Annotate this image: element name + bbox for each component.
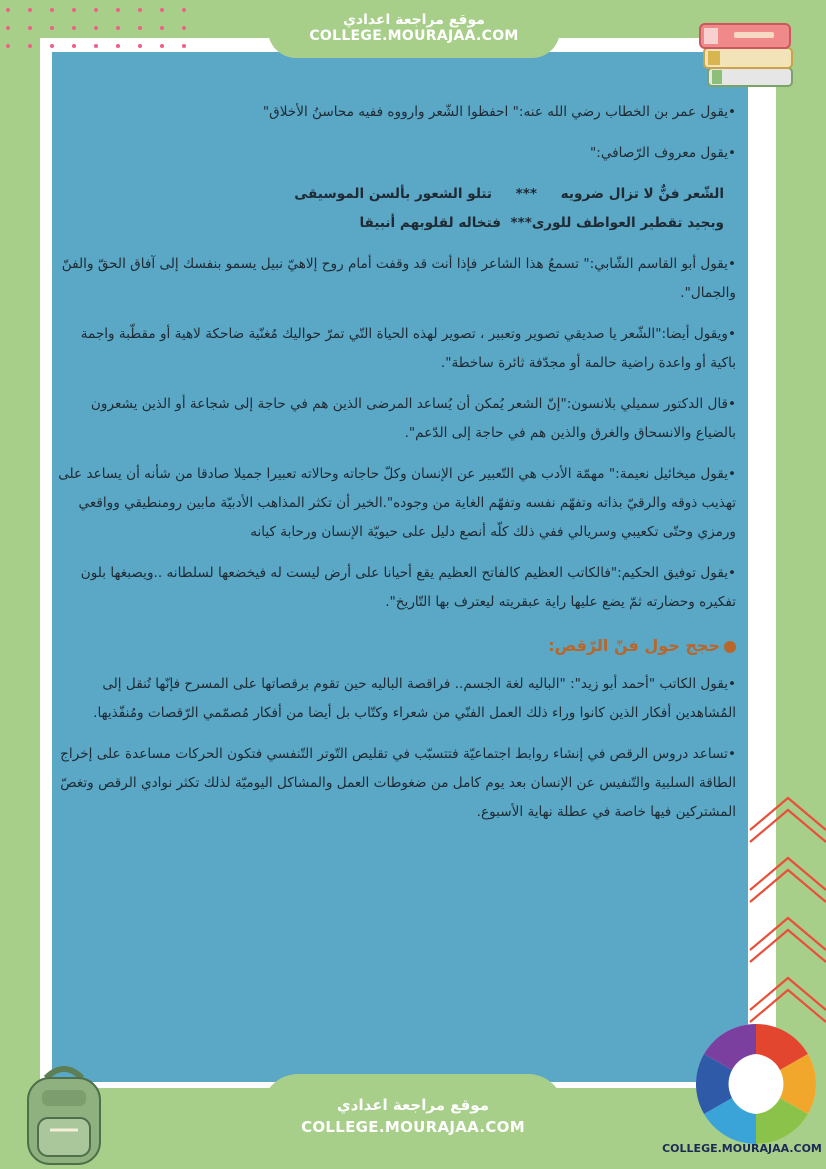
paragraph: •يقول الكاتب "أحمد أبو زيد": "الباليه لغة الجسم.. فراقصة الباليه حين تقوم برقصاتها على المسرح فإنّها تُنقل إلى المُشاهدين أفكار الذين كانوا وراء ذلك العمل الفنّي من شعراء وكتّاب بل أيضا من أفكار مُصمّمي الرّقصات ومُنفّذيها.	[93, 676, 736, 721]
section-heading	[56, 631, 736, 660]
backpack-icon	[14, 1060, 114, 1168]
paragraph: •يقول ميخائيل نعيمة:" مهمّة الأدب هي التّعبير عن الإنسان وكلّ حاجاته وحالاته تعبيرا جميلا صادقا من شأنه أن يساعد على تهذيب ذوقه والرقيّ بذاته وتفهّم نفسه وتفهّم الغاية من وجوده".الخير أن تكثر المذاهب الأدبيّة مابين رومنطيقي وواقعي ورمزي وحتّى تكعيبي وسريالي ففي ذلك كلّه أنصع دليل على حيويّة الإنسان ورحابة كيانه	[58, 466, 736, 540]
poem-verses	[56, 180, 736, 238]
paragraph: •يقول توفيق الحكيم:"فالكاتب العظيم كالفاتح العظيم يقع أحيانا على أرض ليست له فيخضعها لسلطانه ..ويصبغها بلون تفكيره وحضارته ثمّ يضع عليها راية عبقريته ليعترف بها التّاريخ".	[80, 565, 736, 610]
logo-url[interactable]: COLLEGE.MOURAJAA.COM	[662, 1142, 822, 1155]
books-stack-icon	[694, 10, 804, 96]
paragraph: •يقول عمر بن الخطاب رضي الله عنه:" احفظوا الشّعر وارووه ففيه محاسنُ الأخلاق"	[262, 104, 736, 120]
site-url[interactable]: COLLEGE.MOURAJAA.COM	[301, 1118, 525, 1136]
header-banner	[268, 4, 560, 58]
decorative-dots	[0, 0, 210, 60]
paragraph: •يقول معروف الرّصافي:"	[590, 145, 736, 161]
verse-line: وبجيد تقطير العواطف للورى*** فتخاله لقلوبهم أنبيقا	[359, 215, 724, 231]
footer-banner	[262, 1074, 564, 1169]
site-url[interactable]: COLLEGE.MOURAJAA.COM	[309, 28, 519, 44]
education-wheel-logo	[694, 1022, 818, 1146]
section-heading-text: حجج حول فنّ الرّقص:	[548, 636, 720, 655]
chevron-up-icon	[742, 790, 826, 1050]
paragraph: •يقول أبو القاسم الشّابي:" تسمعُ هذا الشاعر فإذا أنت قد وقفت أمام روح إلاهيّ نبيل يسمو بنفسك إلى آفاق الحقّ والفنّ والجمال".	[61, 256, 736, 301]
site-name: موقع مراجعة اعدادي	[343, 12, 485, 28]
paragraph: •قال الدكتور سميلي بلانسون:"إنّ الشعر يُمكن أن يُساعد المرضى الذين هم في حاجة إلى شجاعة أو الذين يشعرون بالضياع والانسحاق والغرق والذين هم في حاجة إلى الدّعم".	[90, 396, 736, 441]
bullet-icon	[724, 641, 736, 653]
site-name: موقع مراجعة اعدادي	[337, 1096, 489, 1114]
paragraph: •تساعد دروس الرقص في إنشاء روابط اجتماعيّة فتتسبّب في تقليص التّوتر التّنفسي فتكون الحركات مساعدة على إخراج الطاقة السلبية والتّنفيس عن الإنسان بعد يوم كامل من ضغوطات العمل والمشاكل اليوميّة لذلك تكثر نوادي الرقص وتغصّ المشتركين فيها خاصة في عطلة نهاية الأسبوع.	[60, 746, 736, 820]
verse-line: الشّعر فنٌّ لا تزال ضرويه *** تتلو الشعور بألسن الموسيقى	[294, 186, 724, 202]
document-body	[56, 98, 736, 839]
paragraph: •ويقول أيضا:"الشّعر يا صديقي تصوير وتعبير ، تصوير لهذه الحياة التّي تمرّ حواليك مُغنّية ضاحكة لاهية أو مقطّبة واجمة باكية أو واعدة راضية حالمة أو مجدّفة ثائرة ساخطة".	[80, 326, 736, 371]
